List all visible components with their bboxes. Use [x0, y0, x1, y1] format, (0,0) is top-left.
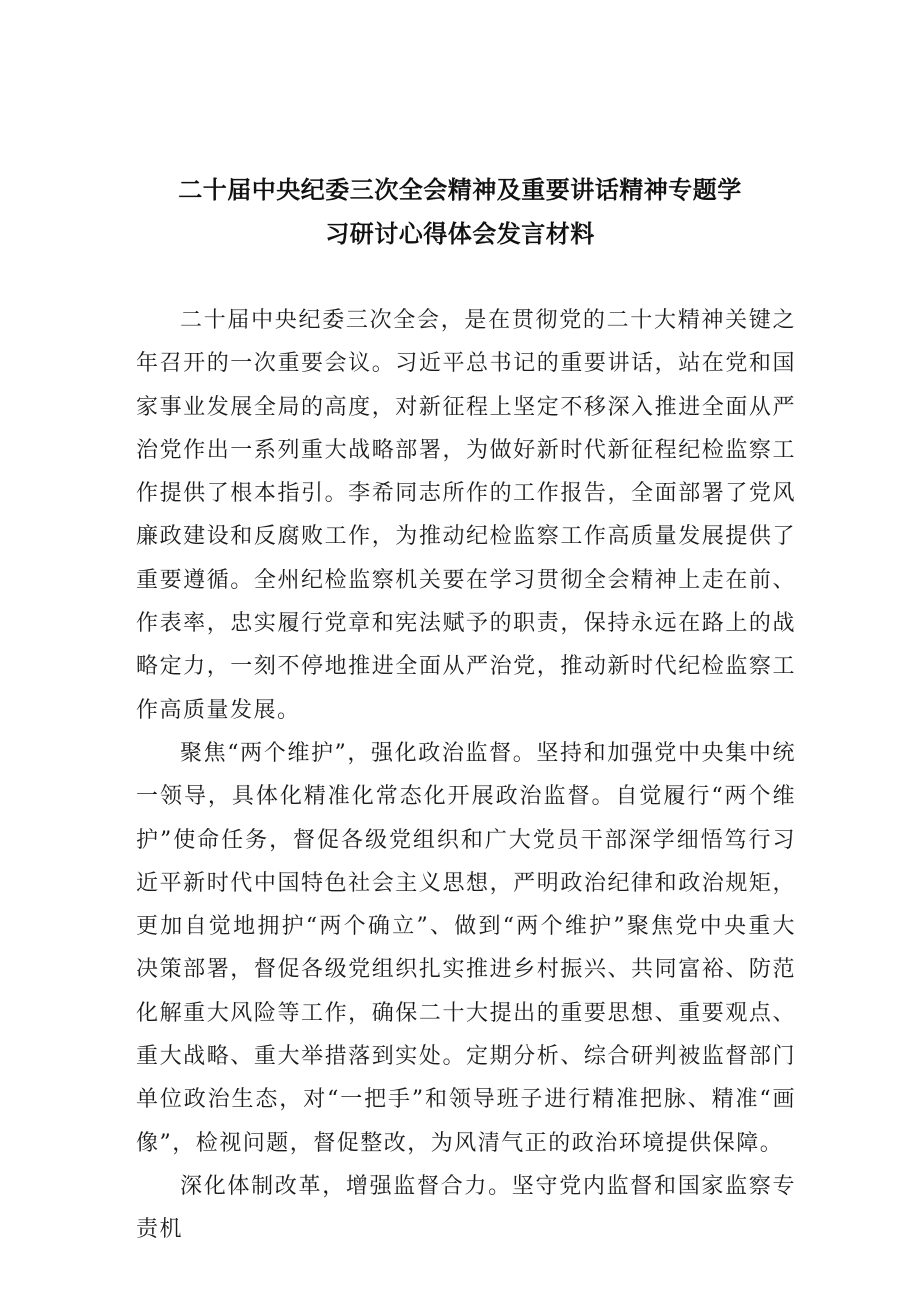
document-title-line-1: 二十届中央纪委三次全会精神及重要讲话精神专题学	[178, 176, 742, 204]
document-body	[136, 299, 796, 1252]
document-title-line-2: 习研讨心得体会发言材料	[325, 220, 595, 248]
paragraph-system-reform: 深化体制改革，增强监督合力。坚守党内监督和国家监察专责机	[136, 1173, 796, 1243]
paragraph-intro: 二十届中央纪委三次全会，是在贯彻党的二十大精神关键之年召开的一次重要会议。习近平总书记的重要讲话，站在党和国家事业发展全局的高度，对新征程上坚定不移深入推进全面从严治党作出一系列重大战略部署，为做好新时代新征程纪检监察工作提供了根本指引。李希同志所作的工作报告，全面部署了党风廉政建设和反腐败工作，为推动纪检监察工作高质量发展提供了重要遵循。全州纪检监察机关要在学习贯彻全会精神上走在前、作表率，忠实履行党章和宪法赋予的职责，保持永远在路上的战略定力，一刻不停地推进全面从严治党，推动新时代纪检监察工作高质量发展。	[136, 308, 796, 723]
paragraph-political-supervision: 聚焦“两个维护”，强化政治监督。坚持和加强党中央集中统一领导，具体化精准化常态化开展政治监督。自觉履行“两个维护”使命任务，督促各级党组织和广大党员干部深学细悟笃行习近平新时代中国特色社会主义思想，严明政治纪律和政治规矩，更加自觉地拥护“两个确立”、做到“两个维护”聚焦党中央重大决策部署，督促各级党组织扎实推进乡村振兴、共同富裕、防范化解重大风险等工作，确保二十大提出的重要思想、重要观点、重大战略、重大举措落到实处。定期分析、综合研判被监督部门单位政治生态，对“一把手”和领导班子进行精准把脉、精准“画像”，检视问题，督促整改，为风清气正的政治环境提供保障。	[136, 740, 796, 1156]
